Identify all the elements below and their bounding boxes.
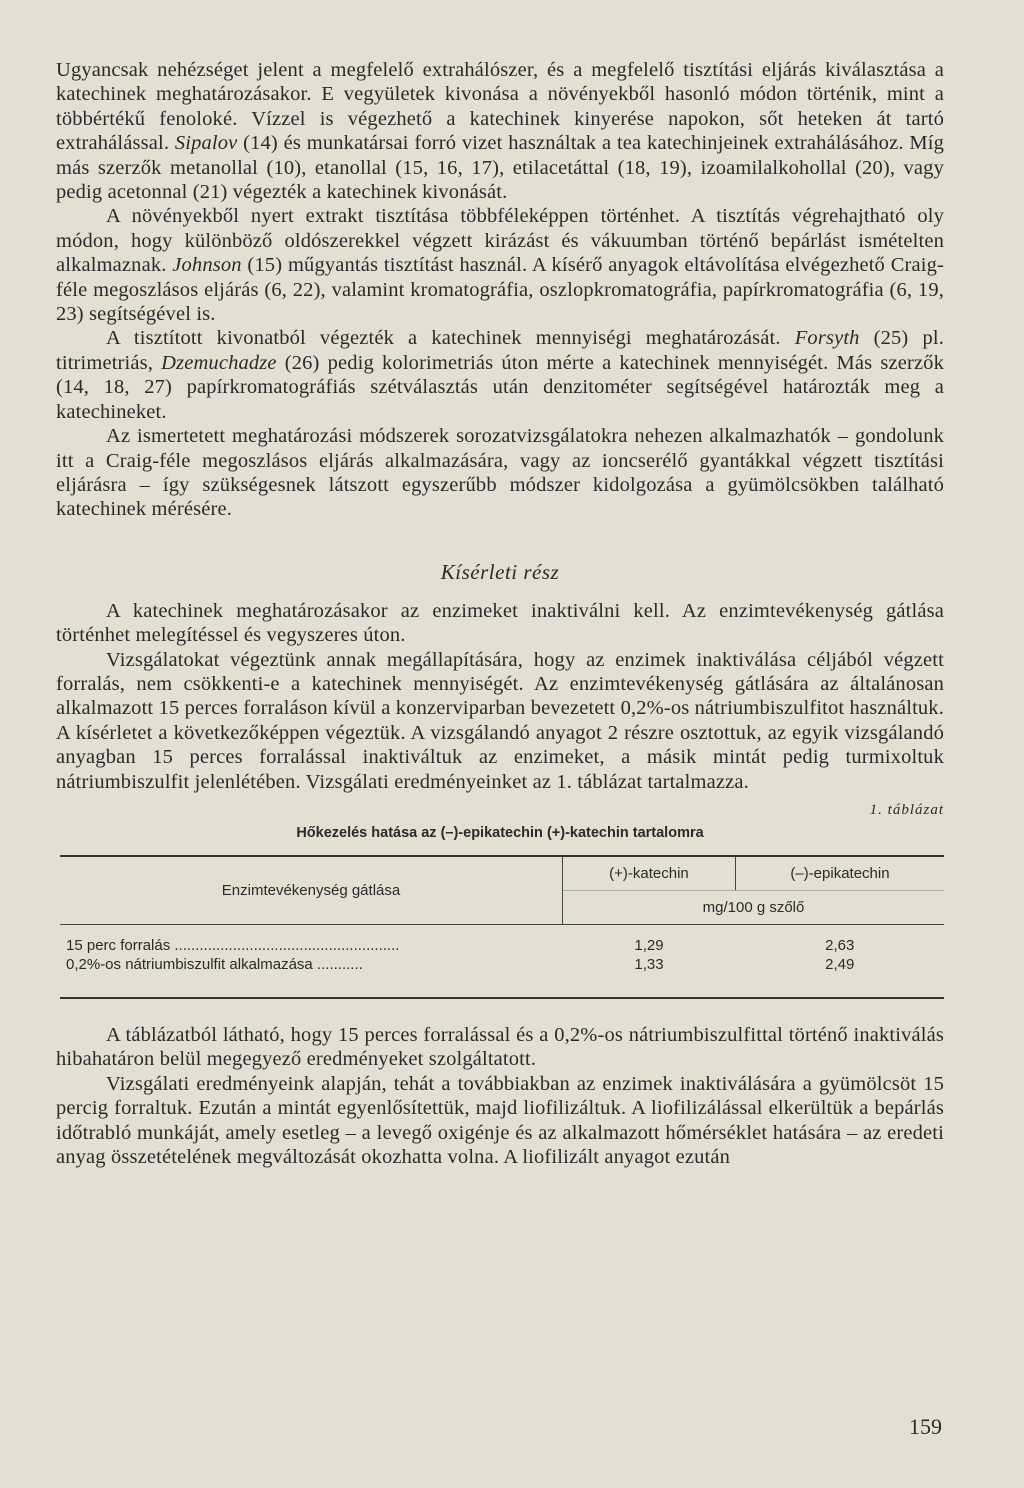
author-name: Johnson — [172, 254, 242, 277]
table-label: 1. táblázat — [869, 801, 944, 818]
paragraph — [56, 204, 944, 326]
author-name: Forsyth — [794, 327, 860, 350]
text-run: Az ismertetett meghatározási módszerek sorozatvizsgálatokra nehezen alkalmazhatók – gondolunk itt a Craig-féle megoszlásos eljárás alkalmazására, vagy az ioncserélő gyantákkal végzett tisztítási eljárásra – így szükségesnek látszott egyszerűbb módszer kidolgozása a gyümölcsökben található katechinek mérésére. — [56, 425, 944, 521]
paragraph — [56, 58, 944, 204]
paragraph — [56, 326, 944, 424]
text-run: (26) pedig kolorimetriás úton mérte a katechinek mennyiségét. Más szerzők (14, 18, 27) papírkromatográfiás szétválasztás után denzitométer segítségével határozták meg a katechineket. — [56, 351, 944, 423]
text-run: Vizsgálatokat végeztünk annak megállapítására, hogy az enzimek inaktiválása céljából végzett forralás, nem csökkenti-e a katechinek mennyiségét. Az enzimtevékenység gátlására az általánosan alkalmazott 15 perces forraláson kívül a konzerviparban bevezetett 0,2%-os nátriumbiszulfitot használtuk. A kísérletet a következőképpen végeztük. A vizsgálandó anyagot 2 részre osztottuk, az egyik vizsgálandó anyagban 15 perces forralással inaktiváltuk az enzimeket, a másik mintát pedig turmixoltuk nátriumbiszulfit jelenlétében. Vizsgálati eredményeinket az 1. táblázat tartalmazza. — [56, 648, 944, 793]
page-number: 159 — [909, 1414, 942, 1439]
paragraph — [56, 1023, 944, 1072]
catechin-value: 1,33 — [634, 955, 664, 973]
text-run: (14) és munkatársai forró vizet használtak a tea katechinjeinek extrahálásához. Míg más szerzők metanollal (10), etanollal (15, 16, 17), etilacetáttal (18, 19), izoamilalkohollal (20), vagy pedig acetonnal (21) végezték a katechinek kivonását. — [56, 132, 944, 204]
author-name: Sipalov — [174, 132, 238, 155]
header-unit: mg/100 g szőlő — [563, 890, 945, 924]
section-title: Kísérleti rész — [440, 559, 560, 584]
table-row — [60, 924, 944, 955]
page-body — [56, 58, 944, 1169]
catechin-value: 1,29 — [634, 936, 664, 954]
paragraph — [56, 424, 944, 522]
author-name: Dzemuchadze — [161, 351, 277, 374]
text-run: Ugyancsak nehézséget jelent a megfelelő extrahálószer, és a megfelelő tisztítási eljárás kiválasztása a katechinek meghatározásakor. E vegyületek kivonása a növényekből hasonló módon történik, mint a többértékű fenoloké. Vízzel is végezhető a katechinek kinyerése napokon, sőt heteken át tartó extrahálással. — [56, 59, 944, 155]
text-run: (25) pl. titrimetriás, — [56, 327, 944, 374]
conclusion-section — [56, 1023, 944, 1169]
paragraph — [56, 648, 944, 794]
text-run: A növényekből nyert extrakt tisztítása többféleképpen történhet. A tisztítás végrehajtható oly módon, hogy különböző oldószerekkel végzett kirázást és vákuumban történő bepárlást ismételten alkalmaznak. — [56, 205, 944, 277]
results-table — [60, 855, 944, 999]
text-run: A katechinek meghatározásakor az enzimeket inaktiválni kell. Az enzimtevékenység gátlása történhet melegítéssel és vegyszeres úton. — [56, 599, 944, 647]
text-run: (15) műgyantás tisztítást használ. A kísérő anyagok eltávolítása elvégezhető Craig-féle megoszlásos eljárás (6, 22), valamint kromatográfia, oszlopkromatográfia, papírkromatográfia (6, 19, 23) segítségével is. — [56, 254, 944, 326]
paragraph — [56, 599, 944, 648]
header-epicatechin: (–)-epikatechin — [735, 856, 944, 891]
row-label: 15 perc forralás ...................................................... — [66, 936, 400, 954]
paragraph — [56, 1072, 944, 1170]
text-run: Vizsgálati eredményeink alapján, tehát a továbbiakban az enzimek inaktiválására a gyümölcsöt 15 percig forraltuk. Ezután a mintát egyenlősítettük, majd liofilizáltuk. A liofilizálással elkerültük a bepárlás időtrabló munkáját, amely esetleg – a levegő oxigénje és az alkalmazott hőmérséklet hatására – az eredeti anyag összetételének megváltozását okozhatta volna. A liofilizált anyagot ezután — [56, 1072, 944, 1168]
text-run: A tisztított kivonatból végezték a katechinek mennyiségi meghatározását. — [106, 327, 795, 350]
row-label: 0,2%-os nátriumbiszulfit alkalmazása ........... — [66, 955, 363, 973]
table-title: Hőkezelés hatása az (–)-epikatechin (+)-katechin tartalomra — [296, 824, 704, 841]
intro-section — [56, 58, 944, 522]
experimental-section — [56, 599, 944, 794]
header-enzyme-inhibition: Enzimtevékenység gátlása — [60, 856, 563, 925]
epicatechin-value: 2,49 — [825, 955, 855, 973]
header-catechin: (+)-katechin — [563, 856, 736, 891]
table-row — [60, 955, 944, 998]
epicatechin-value: 2,63 — [825, 936, 855, 954]
text-run: A táblázatból látható, hogy 15 perces forralással és a 0,2%-os nátriumbiszulfittal történő inaktiválás hibahatáron belül megegyező eredményeket szolgáltatott. — [56, 1023, 944, 1071]
